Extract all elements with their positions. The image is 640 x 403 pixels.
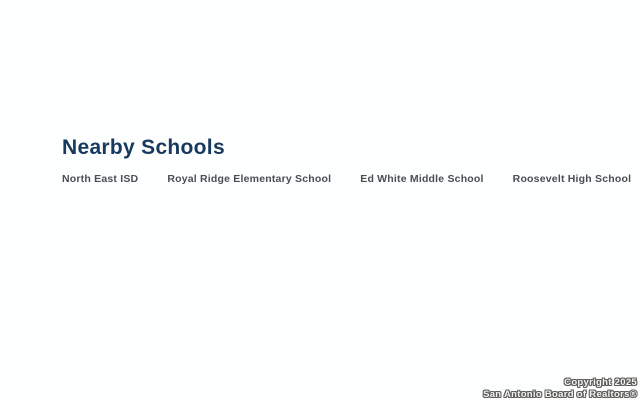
high-school-label: Roosevelt High School — [512, 173, 632, 186]
realtors-attribution-line: San Antonio Board of Realtors® — [483, 389, 637, 400]
school-list — [62, 173, 640, 185]
nearby-schools-section — [62, 136, 640, 185]
copyright-line: Copyright 2025 — [564, 377, 637, 388]
elementary-school-label: Royal Ridge Elementary School — [167, 173, 332, 186]
school-district-label: North East ISD — [62, 173, 139, 186]
copyright-watermark — [483, 377, 637, 401]
nearby-schools-title: Nearby Schools — [62, 136, 225, 159]
middle-school-label: Ed White Middle School — [360, 173, 484, 186]
